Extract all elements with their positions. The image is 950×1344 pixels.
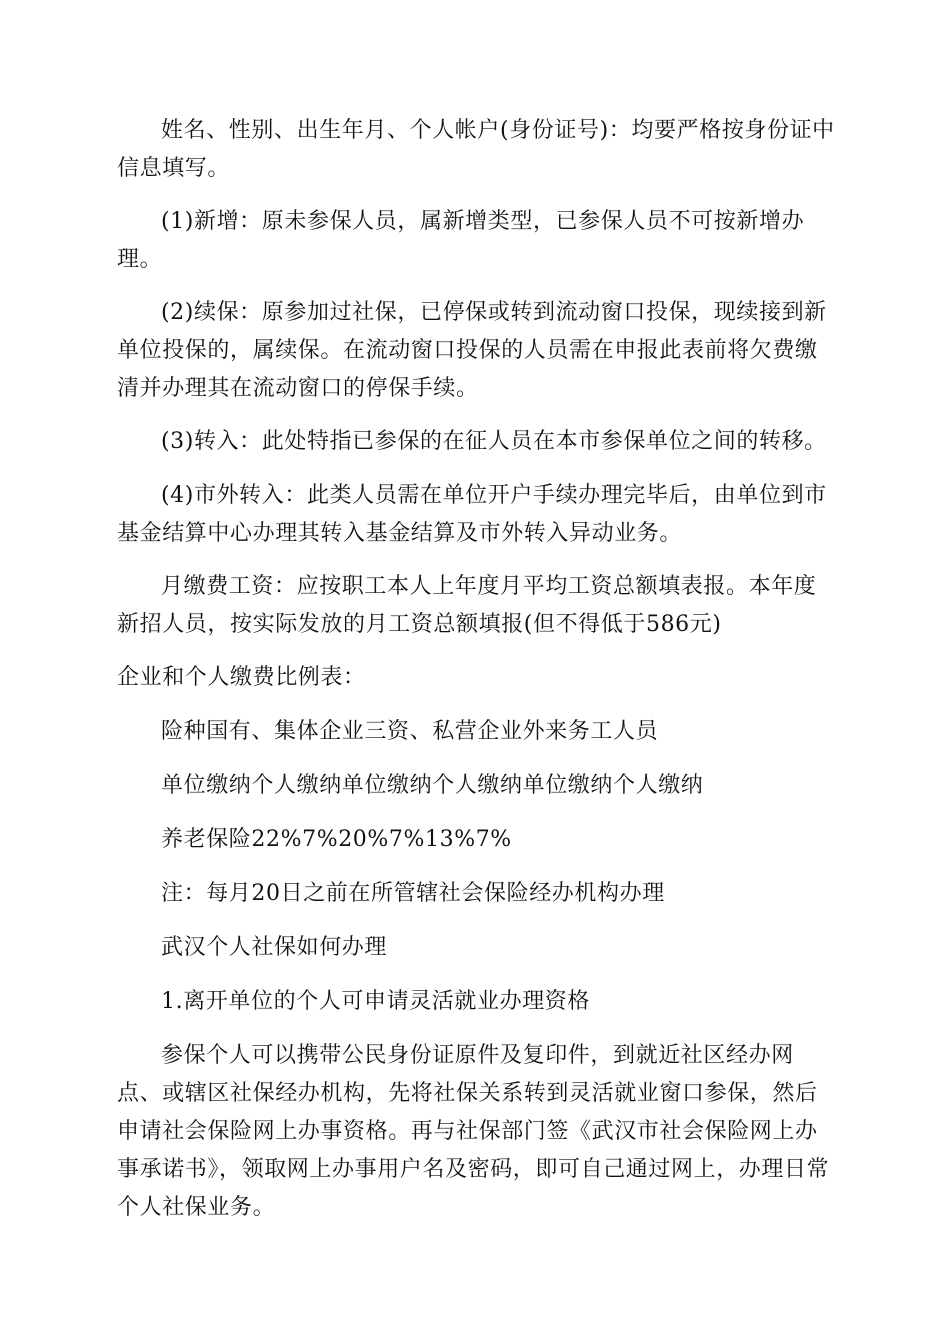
paragraph-renewal: (2)续保：原参加过社保，已停保或转到流动窗口投保，现续接到新单位投保的，属续保。在流动窗口投保的人员需在申报此表前将欠费缴清并办理其在流动窗口的停保手续。 xyxy=(117,300,827,401)
paragraph-note: 注：每月20日之前在所管辖社会保险经办机构办理 xyxy=(161,881,665,906)
paragraph-personal-info: 姓名、性别、出生年月、个人帐户(身份证号)：均要严格按身份证中信息填写。 xyxy=(117,118,835,181)
paragraph-rate-table-subheader: 单位缴纳个人缴纳单位缴纳个人缴纳单位缴纳个人缴纳 xyxy=(161,773,704,798)
paragraph-rate-table-title: 企业和个人缴费比例表： xyxy=(117,665,366,690)
paragraph-step-1-detail: 参保个人可以携带公民身份证原件及复印件，到就近社区经办网点、或辖区社保经办机构，先将社保关系转到灵活就业窗口参保，然后申请社会保险网上办事资格。再与社保部门签《武汉市社会保险网上办事承诺书》，领取网上办事用户名及密码，即可自己通过网上，办理日常个人社保业务。 xyxy=(117,1043,830,1220)
paragraph-rate-table-pension: 养老保险22%7%20%7%13%7% xyxy=(161,827,512,852)
paragraph-transfer-in: (3)转入：此处特指已参保的在征人员在本市参保单位之间的转移。 xyxy=(161,429,827,454)
paragraph-monthly-wage: 月缴费工资：应按职工本人上年度月平均工资总额填表报。本年度新招人员，按实际发放的月工资总额填报(但不得低于586元) xyxy=(117,574,817,637)
paragraph-section-heading: 武汉个人社保如何办理 xyxy=(161,935,388,960)
paragraph-external-transfer: (4)市外转入：此类人员需在单位开户手续办理完毕后，由单位到市基金结算中心办理其转入基金结算及市外转入异动业务。 xyxy=(117,483,827,546)
paragraph-rate-table-header: 险种国有、集体企业三资、私营企业外来务工人员 xyxy=(161,719,659,744)
paragraph-step-1: 1.离开单位的个人可申请灵活就业办理资格 xyxy=(161,989,590,1014)
document-body xyxy=(117,112,835,1242)
paragraph-new-enrollment: (1)新增：原未参保人员，属新增类型，已参保人员不可按新增办理。 xyxy=(117,209,805,272)
